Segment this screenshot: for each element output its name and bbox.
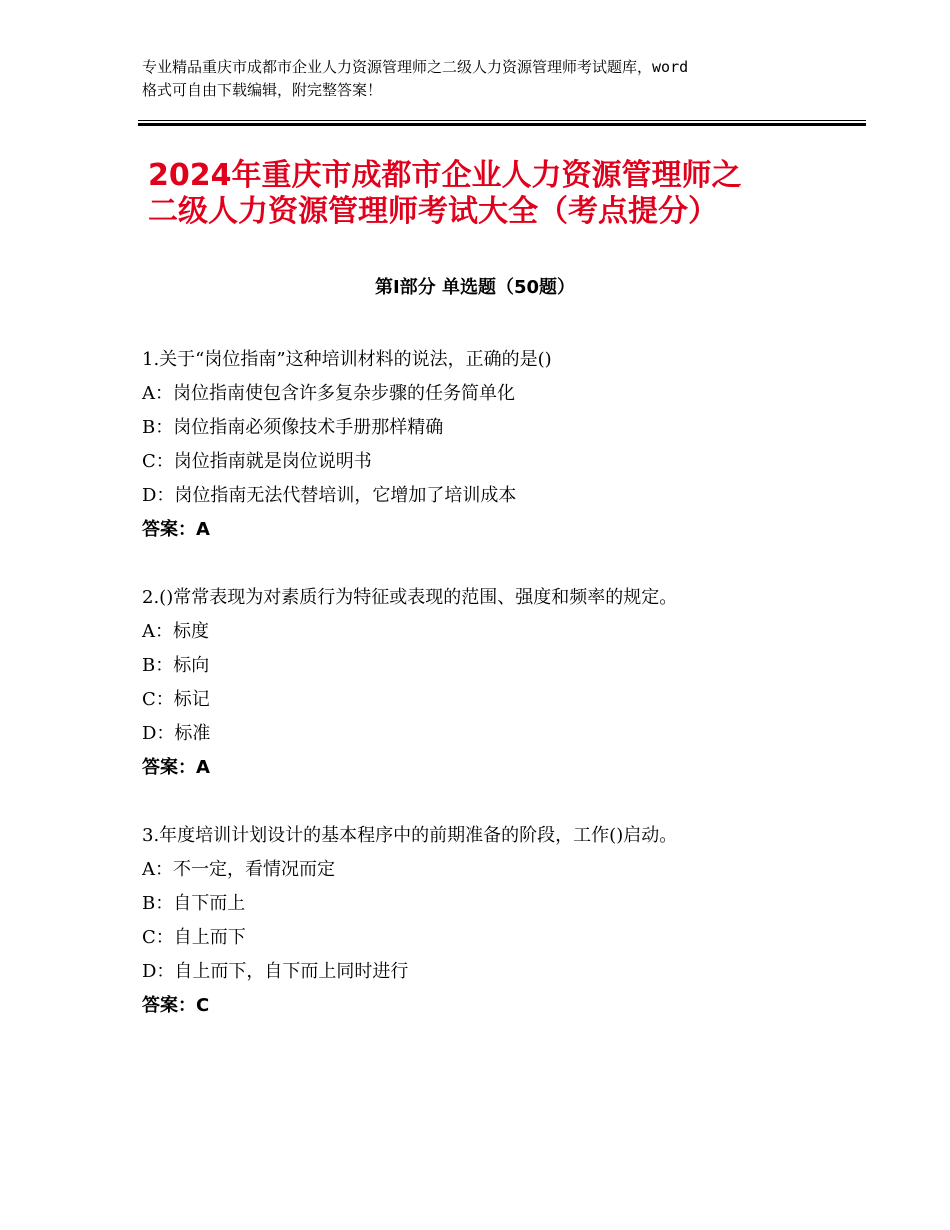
question-item bbox=[142, 819, 862, 1023]
question-stem: 1.关于“岗位指南”这种培训材料的说法，正确的是() bbox=[142, 349, 552, 370]
header-note bbox=[142, 56, 822, 102]
question-list bbox=[142, 343, 862, 1057]
question-stem: 3.年度培训计划设计的基本程序中的前期准备的阶段，工作()启动。 bbox=[142, 825, 678, 846]
header-divider-thick bbox=[138, 123, 866, 126]
document-title-line-2: 二级人力资源管理师考试大全（考点提分） bbox=[148, 194, 718, 229]
question-option: D：岗位指南无法代替培训，它增加了培训成本 bbox=[142, 485, 517, 506]
question-option: B：标向 bbox=[142, 655, 210, 676]
section-heading: 第Ⅰ部分 单选题（50题） bbox=[374, 277, 575, 298]
document-title bbox=[148, 158, 848, 230]
question-option: C：标记 bbox=[142, 689, 210, 710]
header-note-line-2: 格式可自由下载编辑，附完整答案！ bbox=[142, 81, 383, 99]
header-note-line-1: 专业精品重庆市成都市企业人力资源管理师之二级人力资源管理师考试题库，word bbox=[142, 58, 689, 76]
question-answer: 答案：A bbox=[142, 519, 210, 540]
header-divider-thin bbox=[138, 120, 866, 121]
question-option: A：不一定，看情况而定 bbox=[142, 859, 335, 880]
question-item bbox=[142, 343, 862, 547]
question-option: D：自上而下，自下而上同时进行 bbox=[142, 961, 409, 982]
question-answer: 答案：C bbox=[142, 995, 210, 1016]
question-option: B：岗位指南必须像技术手册那样精确 bbox=[142, 417, 444, 438]
question-stem: 2.()常常表现为对素质行为特征或表现的范围、强度和频率的规定。 bbox=[142, 587, 678, 608]
document-title-line-1: 2024年重庆市成都市企业人力资源管理师之 bbox=[148, 158, 742, 193]
question-option: D：标准 bbox=[142, 723, 211, 744]
question-option: C：自上而下 bbox=[142, 927, 246, 948]
question-option: B：自下而上 bbox=[142, 893, 246, 914]
question-option: A：标度 bbox=[142, 621, 209, 642]
question-option: C：岗位指南就是岗位说明书 bbox=[142, 451, 372, 472]
question-answer: 答案：A bbox=[142, 757, 210, 778]
question-item bbox=[142, 581, 862, 785]
question-option: A：岗位指南使包含许多复杂步骤的任务简单化 bbox=[142, 383, 515, 404]
